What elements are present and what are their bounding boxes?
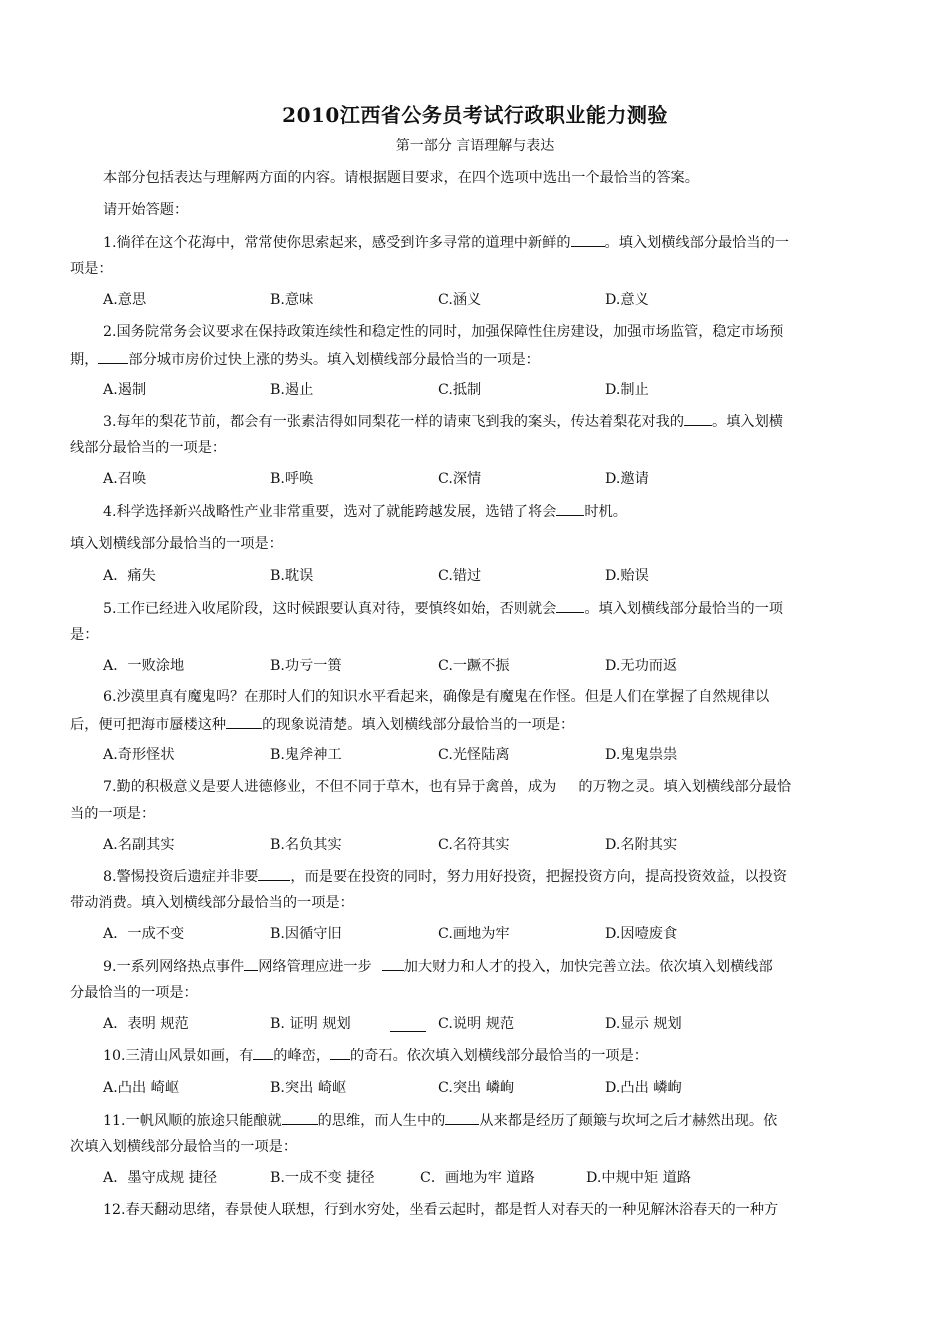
answer-blank (556, 598, 584, 613)
section-subtitle: 第一部分 言语理解与表达 (395, 138, 555, 154)
question-3-line-1 (103, 411, 783, 432)
option-b: B.遏止 (270, 382, 314, 398)
question-8-line-1 (103, 866, 787, 887)
option-a: A.遏制 (103, 382, 147, 398)
question-1-line-1 (103, 232, 789, 253)
question-text: 的峰峦， (273, 1048, 331, 1064)
option-a: A．一败涂地 (103, 658, 185, 674)
option-d: D.无功而返 (605, 658, 678, 674)
question-text: ，而是要在投资的同时，努力用好投资，把握投资方向，提高投资效益，以投资 (290, 869, 787, 885)
option-c: C.画地为牢 (438, 926, 510, 942)
question-text: 部分城市房价过快上涨的势头。填入划横线部分最恰当的一项是： (128, 352, 540, 368)
option-a: A.召唤 (103, 471, 147, 487)
question-text: 7.勤的积极意义是要人进德修业，不但不同于草木，也有异于禽兽，成为 (103, 779, 557, 795)
question-text: 加大财力和人才的投入，加快完善立法。依次填入划横线部 (403, 959, 773, 975)
option-b: B.因循守旧 (270, 926, 342, 942)
question-5-line-2: 是： (70, 627, 99, 643)
question-text: 的现象说清楚。填入划横线部分最恰当的一项是： (262, 717, 575, 733)
option-d: D.贻误 (605, 568, 649, 584)
question-text: 。填入划横 (712, 414, 783, 430)
question-text: 1.徜徉在这个花海中，常常使你思索起来，感受到许多寻常的道理中新鲜的 (103, 235, 571, 251)
option-a: A．墨守成规 捷径 (103, 1170, 218, 1186)
question-11-line-2: 次填入划横线部分最恰当的一项是： (70, 1139, 298, 1155)
answer-blank (226, 714, 262, 729)
option-d: D.意义 (605, 292, 649, 308)
question-7-line-2: 当的一项是： (70, 806, 156, 822)
question-text: 后，便可把海市蜃楼这种 (70, 717, 227, 733)
question-12-line-1: 12.春天翻动思绪，春景使人联想，行到水穷处，坐看云起时，都是哲人对春天的一种见解沐浴春天的一种方 (103, 1202, 779, 1218)
intro-text: 本部分包括表达与理解两方面的内容。请根据题目要求，在四个选项中选出一个最恰当的答案。 (103, 170, 699, 186)
question-4-line-2: 填入划横线部分最恰当的一项是： (70, 536, 283, 552)
question-9-line-1 (103, 956, 773, 977)
question-6-line-2 (70, 714, 574, 735)
question-text: 网络管理应进一步 (258, 959, 372, 975)
question-text: 的奇石。依次填入划横线部分最恰当的一项是： (350, 1048, 648, 1064)
option-b: B. 证明 规划 (270, 1016, 351, 1032)
question-text: 8.警惕投资后遗症并非要 (103, 869, 259, 885)
option-b: B.功亏一篑 (270, 658, 342, 674)
option-a: A．痛失 (103, 568, 156, 584)
option-c: C.深情 (438, 471, 482, 487)
answer-blank (382, 956, 404, 971)
question-6-line-1: 6.沙漠里真有魔鬼吗？在那时人们的知识水平看起来，确像是有魔鬼在作怪。但是人们在掌握了自然规律以 (103, 689, 770, 705)
option-b: B.名负其实 (270, 837, 342, 853)
answer-blank (282, 1110, 318, 1125)
option-b: B.一成不变 捷径 (270, 1170, 375, 1186)
option-d: D.名附其实 (605, 837, 678, 853)
question-text: 11.一帆风顺的旅途只能酿就 (103, 1113, 282, 1129)
question-text: 的万物之灵。填入划横线部分最恰 (578, 779, 792, 795)
answer-blank (98, 349, 128, 364)
option-b: B.突出 崎岖 (270, 1080, 347, 1096)
option-b: B.耽误 (270, 568, 314, 584)
question-1-line-2: 项是： (70, 261, 113, 277)
option-d: D.因噎废食 (605, 926, 678, 942)
question-text: 期， (70, 352, 99, 368)
answer-blank (330, 1045, 350, 1060)
option-c: C.光怪陆离 (438, 747, 510, 763)
question-text: 4.科学选择新兴战略性产业非常重要，选对了就能跨越发展，选错了将会 (103, 504, 557, 520)
option-d: D.制止 (605, 382, 649, 398)
option-c: C.名符其实 (438, 837, 510, 853)
question-10-line-1 (103, 1045, 648, 1066)
option-b: B.呼唤 (270, 471, 314, 487)
question-5-line-1 (103, 598, 783, 619)
question-text: 从来都是经历了颠簸与坎坷之后才赫然出现。依 (479, 1113, 778, 1129)
question-text: 时机。 (584, 504, 627, 520)
option-c: C.抵制 (438, 382, 482, 398)
question-text: 。填入划横线部分最恰当的一项 (584, 601, 783, 617)
option-c: C.错过 (438, 568, 482, 584)
answer-blank (253, 1045, 273, 1060)
question-3-line-2: 线部分最恰当的一项是： (70, 440, 227, 456)
document-title: 2010江西省公务员考试行政职业能力测验 (282, 103, 668, 127)
option-a: A．一成不变 (103, 926, 185, 942)
option-a: A.奇形怪状 (103, 747, 175, 763)
question-text: 5.工作已经进入收尾阶段，这时候跟要认真对待，要慎终如始，否则就会 (103, 601, 557, 617)
option-d: D.中规中矩 道路 (586, 1170, 692, 1186)
option-c: C.涵义 (438, 292, 482, 308)
option-d: D.凸出 嶙峋 (605, 1080, 682, 1096)
question-2-line-1: 2.国务院常务会议要求在保持政策连续性和稳定性的同时，加强保障性住房建设，加强市场监管，稳定市场预 (103, 324, 784, 340)
option-d: D.鬼鬼祟祟 (605, 747, 678, 763)
option-a: A．表明 规范 (103, 1016, 189, 1032)
option-a: A.意思 (103, 292, 147, 308)
question-text: 9.一系列网络热点事件 (103, 959, 245, 975)
option-c: C.突出 嶙峋 (438, 1080, 515, 1096)
question-text: 3.每年的梨花节前，都会有一张素洁得如同梨花一样的请柬飞到我的案头，传达着梨花对我的 (103, 414, 685, 430)
answer-blank (258, 866, 290, 881)
answer-blank (390, 1017, 426, 1032)
question-9-line-2: 分最恰当的一项是： (70, 985, 198, 1001)
option-a: A.名副其实 (103, 837, 175, 853)
option-b: B.意味 (270, 292, 314, 308)
option-a: A.凸出 崎岖 (103, 1080, 180, 1096)
question-2-line-2 (70, 349, 540, 370)
answer-blank (244, 956, 258, 971)
question-text: 的思维，而人生中的 (317, 1113, 446, 1129)
answer-blank (684, 411, 712, 426)
option-b: B.鬼斧神工 (270, 747, 342, 763)
answer-blank (571, 232, 605, 247)
option-d: D.邀请 (605, 471, 649, 487)
answer-blank (445, 1110, 479, 1125)
question-11-line-1 (103, 1110, 777, 1131)
answer-blank (556, 501, 584, 516)
start-prompt: 请开始答题： (103, 202, 189, 218)
question-text: 10.三清山风景如画，有 (103, 1048, 254, 1064)
option-d: D.显示 规划 (605, 1016, 682, 1032)
question-7-line-1 (103, 777, 791, 797)
option-c: C.一蹶不振 (438, 658, 510, 674)
question-8-line-2: 带动消费。填入划横线部分最恰当的一项是： (70, 895, 354, 911)
question-text: 。填入划横线部分最恰当的一 (604, 235, 789, 251)
option-c: C.说明 规范 (438, 1016, 515, 1032)
question-4-line-1 (103, 501, 627, 522)
option-c: C．画地为牢 道路 (420, 1170, 535, 1186)
